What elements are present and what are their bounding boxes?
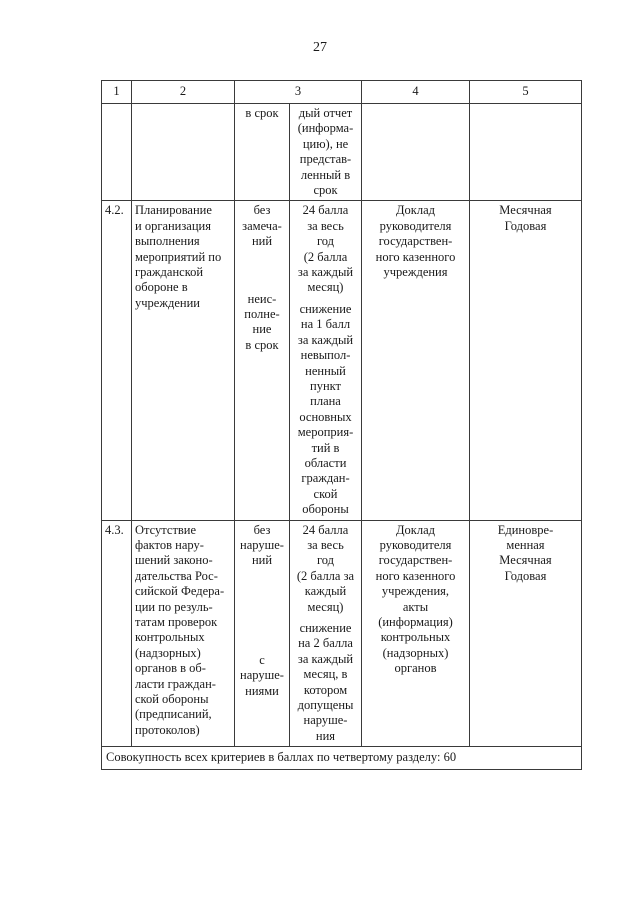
condition-1: без замеча- ний (242, 203, 282, 249)
cont-cell-period (470, 104, 582, 201)
row-number: 4.2. (102, 201, 132, 520)
criterion-scores (290, 520, 362, 747)
criterion-source: Доклад руководителя государствен- ного казенного учреждения (362, 201, 470, 520)
header-col-4: 4 (362, 81, 470, 104)
score-2: снижение на 2 балла за каждый месяц, в котором допущены наруше- ния (297, 621, 354, 743)
cont-cell-num (102, 104, 132, 201)
cont-score: дый отчет (информа- цию), не представ- ленный в срок (290, 104, 362, 201)
header-col-2: 2 (132, 81, 235, 104)
cont-condition: в срок (235, 104, 290, 201)
criterion-source: Доклад руководителя государствен- ного казенного учреждения, акты (информация) контрольных (надзорных) органов (362, 520, 470, 747)
page-number: 27 (313, 40, 327, 55)
header-col-1: 1 (102, 81, 132, 104)
condition-2: с наруше- ниями (240, 652, 284, 698)
header-col-5: 5 (470, 81, 582, 104)
score-2: снижение на 1 балл за каждый невыпол- ненный пункт плана основных мероприя- тий в области граждан- ской обороны (297, 301, 354, 517)
criterion-scores (290, 201, 362, 520)
cont-cell-name (132, 104, 235, 201)
criterion-name: Отсутствие фактов нару- шений законо- дательства Рос- сийской Федера- ции по резуль- татам проверок контрольных (надзорных) органов в об- ласти граждан- ской обороны (предписаний, протоколов) (132, 520, 235, 747)
condition-1: без наруше- ний (240, 522, 284, 568)
criterion-period: Месячная Годовая (470, 201, 582, 520)
row-number: 4.3. (102, 520, 132, 747)
table-row-4-3 (102, 520, 582, 747)
score-1: 24 балла за весь год (2 балла за каждый месяц) (296, 522, 355, 614)
section-total: Совокупность всех критериев в баллах по четвертому разделу: 60 (102, 747, 582, 769)
header-col-3: 3 (235, 81, 362, 104)
criterion-name: Планирование и организация выполнения мероприятий по гражданской обороне в учреждении (132, 201, 235, 520)
condition-2: неис- полне- ние в срок (244, 291, 280, 352)
criterion-period: Единовре- менная Месячная Годовая (470, 520, 582, 747)
table-total-row (102, 747, 582, 769)
table-row-continuation (102, 104, 582, 201)
criterion-conditions (235, 201, 290, 520)
table-header-row (102, 81, 582, 104)
table-row-4-2 (102, 201, 582, 520)
criterion-conditions (235, 520, 290, 747)
score-1: 24 балла за весь год (2 балла за каждый месяц) (297, 203, 354, 295)
criteria-table (101, 80, 582, 770)
cont-cell-source (362, 104, 470, 201)
